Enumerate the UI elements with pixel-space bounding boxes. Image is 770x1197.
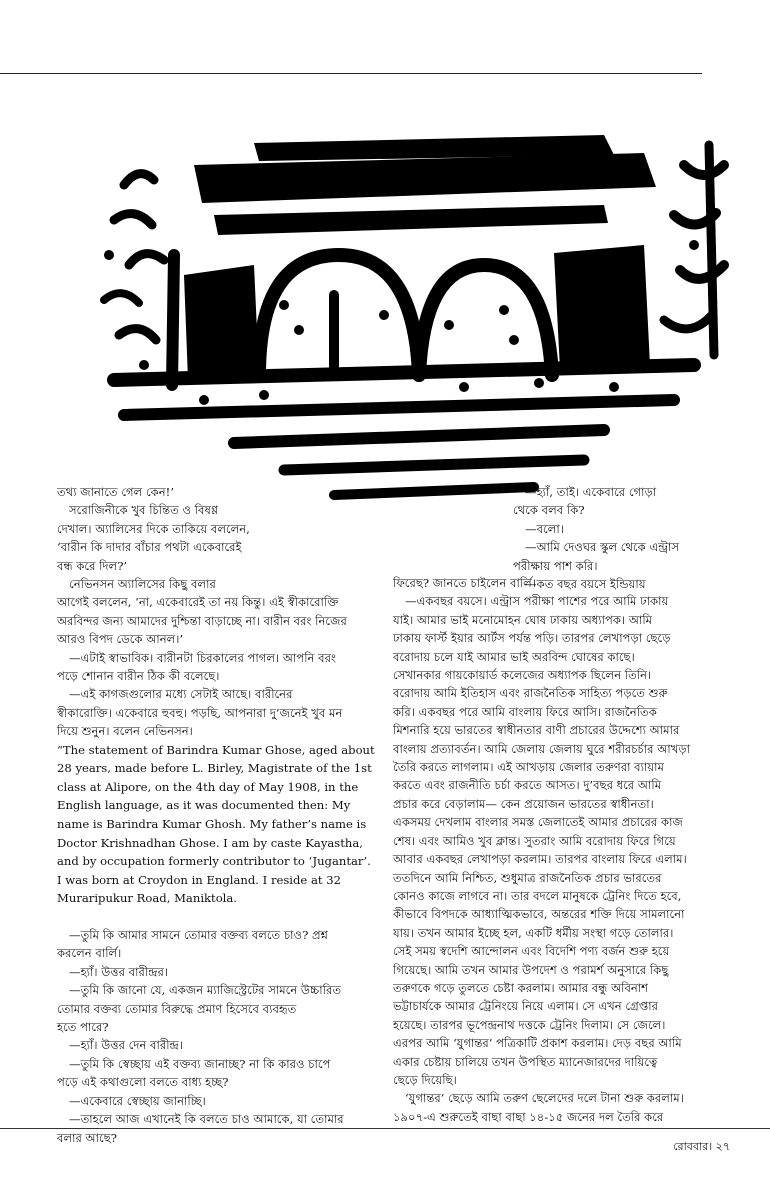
text-line: একসময় দেখলাম বাংলার সমস্ত জেলাতেই আমার প্রচারের কাজ [393,815,683,830]
text-line: বন্ধ করে দিল?’ [57,558,128,573]
text-line: সরোজিনীকে খুব চিন্তিত ও বিষণ্ণ [69,503,219,518]
text-line: বাংলায় প্রত্যাবর্তন। আমি জেলায় জেলায় ঘুরে শরীরচর্চার আখড়া [393,741,690,756]
text-line: —বলো। [525,521,564,536]
text-line: কীভাবে বিপদকে আধ্যাত্মিকভাবে, অন্তরের শক্তি দিয়ে সামলানো [393,907,685,922]
text-line: —হ্যাঁ, তাই। একেবারে গোড়া [525,485,657,499]
text-line: তথ্য জানাতে গেল কেন!’ [57,485,175,499]
text-line: ফিরেছ? জানতে চাইলেন বার্লি। [393,576,536,590]
text-line: হতে পারে? [57,1020,109,1035]
text-line: —হ্যাঁ। উত্তর বারীন্দ্রর। [69,964,169,979]
text-line: গিয়েছে। আমি তখন আমার উপদেশ ও পরামর্শ অনুসারে কিছু [393,962,669,977]
text-line: একার চেষ্টায় চালিয়ে তখন উপস্থিত ম্যানেজারদের দায়িত্বে [393,1054,658,1069]
text-line: ‘যুগান্তর’ ছেড়ে আমি তরুণ ছেলেদের দলে টানা শুরু করলাম। [405,1091,684,1106]
text-line: দেখাল। অ্যালিসের দিকে তাকিয়ে বললেন, [57,521,250,536]
text-line: তরুণকে গড়ে তুলতে চেষ্টা করলাম। আমার বন্ধু অবিনাশ [393,980,649,995]
text-line: —আমি দেওঘর স্কুল থেকে এন্ট্রাস [525,540,680,555]
text-line: —একেবারে স্বেচ্ছায় জানাচ্ছি। [69,1093,206,1108]
text-line: —একবছর বয়সে। এন্ট্রাস পরীক্ষা পাশের পরে আমি ঢাকায় [405,594,669,609]
text-line: করি। একবছর পরে আমি বাংলায় ফিরে আসি। রাজনৈতিক [393,704,657,719]
text-line: ছেড়ে দিয়েছি। [393,1072,457,1087]
text-line: যায়। তখন আমার ইচ্ছে হল, একটি ধর্মীয় সংস্থা গড়ে তোলার। [393,925,674,940]
left-column-bengali [57,483,379,741]
text-line: সেই সময় স্বদেশি আন্দোলন এবং বিদেশি পণ্য বর্জন শুরু হয়ে [393,944,670,959]
text-line: ১৯০৭-এ শুরুতেই বাছা বাছা ১৪-১৫ জনের দল তৈরি করে [393,1109,664,1124]
text-line: শেষ। এবং আমিও খুব ক্লান্ত। সুতরাং আমি বরোদায় ফিরে গিয়ে [393,833,676,848]
text-line: এরপর আমি ‘যুগান্তর’ পত্রিকাটি প্রকাশ করলাম। দেড় বছর আমি [393,1036,682,1051]
text-line: ততদিনে আমি নিশ্চিত, শুধুমাত্র রাজনৈতিক প্রচার ভারতের [393,870,662,885]
text-line: ঢাকায় ফার্স্ট ইয়ার আর্টস পর্যন্ত পড়ি। তারপর লেখাপড়া ছেড়ে [393,631,671,646]
text-line: তৈরি করতে লাগলাম। এই আখড়ায় জেলার তরুণরা ব্যায়াম [393,760,664,775]
text-line: —এটাই স্বাভাবিক। বারীনটা চিরকালের পাগল। আপনি বরং [69,650,336,665]
text-line: প্রচার করে বেড়ালাম— কেন প্রয়োজন ভারতের স্বাধীনতা। [393,796,654,811]
text-line: তোমার বক্তব্য তোমার বিরুদ্ধে প্রমাণ হিসেবে ব্যবহৃত [57,1001,297,1016]
text-line: ভট্টাচার্যকে আমার ট্রেনিংয়ে নিয়ে এলাম। সে এখন গ্রেপ্তার [393,999,659,1014]
text-line: —হ্যাঁ। উত্তর দেন বারীন্দ্র। [69,1038,184,1053]
text-line: —তাহলে আজ এখানেই কি বলতে চাও আমাকে, যা তোমার [69,1112,344,1127]
text-line: স্বীকারোক্তি। একেবারে হুবহু। পড়ছি, আপনারা দু’জনেই খুব মন [57,705,343,720]
page-footer: রোববার। ২৭ [673,1140,730,1153]
text-line: দিয়ে শুনুন। বলেন নেভিনসন। [57,724,193,739]
text-line: বরোদায় আমি ইতিহাস এবং রাজনৈতিক সাহিত্য পড়তে শুরু [393,686,668,701]
text-line: —কত বছর বয়সে ইন্ডিয়ায় [525,577,646,592]
ink-illustration-archway [84,125,734,520]
text-line: —তুমি কি জানো যে, একজন ম্যাজিস্ট্রেটের সামনে উচ্চারিত [69,983,342,998]
english-statement: “The statement of Barindra Kumar Ghose, aged about 28 years, made before L. Birley, Magistrate of the 1st class at Alipore, on the 4th day of May 1908, in the English language, as it was documented then: My name is Barindra Kumar Ghosh. My father’s name is Doctor Krishnadhan Ghose. I am by caste Kayastha, and by occupation formerly contributor to ‘Jugantar’. I was born at Croydon in England. I reside at 32 Muraripukur Road, Maniktola. [57,742,375,906]
text-line: আরও বিপদ ডেকে আনল।’ [57,632,184,647]
text-line: থেকে বলব কি? [513,503,585,518]
text-line: ‘বারীন কি দাদার বাঁচার পথটা একেবারেই [57,540,242,555]
text-line: আগেই বললেন, ‘না, একেবারেই তা নয় কিন্তু। এই স্বীকারোক্তি [57,595,339,610]
top-rule [0,73,702,74]
text-line: করলেন বার্লি। [57,946,122,961]
left-column-dialogue [57,926,379,1147]
text-line: নেভিনসন অ্যালিসের কিছু বলার [69,577,216,592]
text-line: সেখানকার গায়কোয়ার্ড কলেজের অধ্যাপক ছিলেন তিনি। [393,668,652,683]
left-column [57,483,379,1147]
text-line: যাই। আমার ভাই মনোমোহন ঘোষ ঢাকায় অধ্যাপক। আমি [393,612,653,627]
paragraph-gap [57,908,379,926]
text-line: করতে এবং রাজনীতি চর্চা করতে আসত। দু’বছর ধরে আমি [393,778,662,793]
text-line: বরোদায় চলে যাই আমার ভাই অরবিন্দ ঘোষের কাছে। [393,649,635,664]
text-line: মিশনারি হয়ে ভারতের স্বাধীনতার বাণী প্রচারের উদ্দেশ্যে আমার [393,723,680,738]
text-line: পড়ে এই কথাগুলো বলতে বাধ্য হচ্ছ? [57,1075,229,1090]
text-line: পরীক্ষায় পাশ করি। [513,558,598,573]
right-column [393,574,713,1126]
bottom-rule [0,1128,770,1129]
text-line: হয়েছে। তারপর ভূপেন্দ্রনাথ দত্তকে ট্রেনিং দিলাম। সে জেলে। [393,1017,666,1032]
text-line: বলার আছে? [57,1130,117,1145]
text-line: কোনও কাজে লাগবে না। তার বদলে মানুষকে ট্রেনিং দিতে হবে, [393,888,682,903]
text-line: —এই কাগজগুলোর মধ্যে সেটাই আছে। বারীনের [69,687,293,702]
text-line: আবার একবছর লেখাপড়া করলাম। তারপর বাংলায় ফিরে এলাম। [393,852,687,867]
text-line: পড়ে শোনান বারীন ঠিক কী বলেছে। [57,669,220,684]
text-line: অরবিন্দর জন্য আমাদের দুশ্চিন্তা বাড়াচ্ছে না। বারীন বরং নিজের [57,613,347,628]
text-line: —তুমি কি আমার সামনে তোমার বক্তব্য বলতে চাও? প্রশ্ন [69,928,328,943]
text-line: —তুমি কি স্বেচ্ছায় এই বক্তব্য জানাচ্ছ? না কি কারও চাপে [69,1056,331,1071]
